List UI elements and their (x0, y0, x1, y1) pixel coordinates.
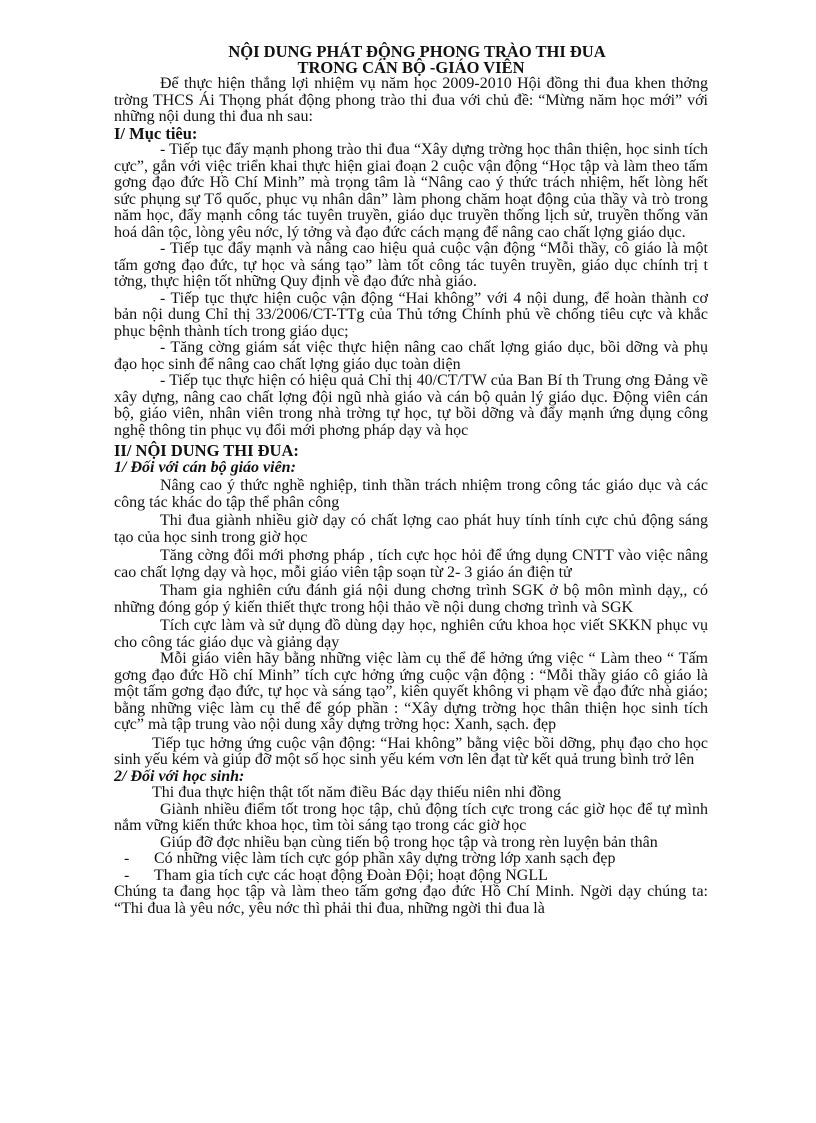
section-heading-content: II/ NỘI DUNG THI ĐUA: (114, 441, 299, 460)
teacher-item: Tăng cờng đổi mới phơng pháp , tích cực học hỏi để ứng dụng CNTT vào việc nâng cao chất lợng dạy và học, mỗi giáo viên tập soạn từ 2- 3 giáo án điện tử (114, 547, 708, 581)
bullet-dash: - (124, 866, 130, 884)
intro-paragraph: Để thực hiện thắng lợi nhiệm vụ năm học 2009-2010 Hội đồng thi đua khen thởng trờng THCS Ái Thọng phát động phong trào thi đua với chủ đề: “Mừng năm học mới” với những nội dung thi đua nh sau: (114, 75, 708, 125)
teacher-item: Thi đua giành nhiều giờ dạy có chất lợng cao phát huy tính tính cực chủ động sáng tạo của học sinh trong giờ học (114, 512, 708, 546)
teacher-item: Tiếp tục hởng ứng cuộc vận động: “Hai không” bằng việc bồi dỡng, phụ đạo cho học sinh yếu kém và giúp đỡ một số học sinh yếu kém vơn lên đạt từ kết quả trung bình trở lên (114, 734, 708, 768)
teacher-item: Tích cực làm và sử dụng đồ dùng dạy học, nghiên cứu khoa học viết SKKN phục vụ cho công tác giáo dục và giảng dạy (114, 617, 708, 651)
closing-paragraph: Chúng ta đang học tập và làm theo tấm gơng đạo đức Hồ Chí Minh. Ngời dạy chúng ta: “Thi đua là yêu nớc, yêu nớc thì phải thi đua, những ngời thi đua là (114, 883, 708, 917)
student-item: Giúp đỡ đợc nhiều bạn cùng tiến bộ trong học tập và trong rèn luyện bản thân (160, 833, 658, 851)
student-bullet (114, 868, 708, 885)
bullet-dash: - (124, 850, 130, 867)
student-bullet-text: Có những việc làm tích cực góp phần xây dựng trờng lớp xanh sạch đẹp (154, 850, 616, 867)
document-page (114, 44, 708, 917)
subsection-heading-teachers: 1/ Đối với cán bộ giáo viên: (114, 458, 296, 476)
student-bullet (114, 851, 708, 868)
subsection-heading-students: 2/ Đối với học sinh: (114, 767, 245, 785)
document-title-line-1: NỘI DUNG PHÁT ĐỘNG PHONG TRÀO THI ĐUA (228, 42, 606, 61)
goal-paragraph: - Tăng cờng giám sát việc thực hiện nâng cao chất lợng giáo dục, bồi dỡng và phụ đạo học sinh để nâng cao chất lợng giáo dục toàn diện (114, 339, 708, 373)
student-item: Giành nhiều điểm tốt trong học tập, chủ động tích cực trong các giờ học để tự mình nắm vững kiến thức khoa học, tìm tòi sáng tạo trong các giờ học (114, 800, 708, 834)
goal-paragraph: - Tiếp tục thực hiện cuộc vận động “Hai không” với 4 nội dung, để hoàn thành cơ bản nội dung Chỉ thị 33/2006/CT-TTg của Thủ tớng Chính phủ về chống tiêu cực và khắc phục bệnh thành tích trong giáo dục; (114, 289, 708, 340)
goal-paragraph: - Tiếp tục đẩy mạnh phong trào thi đua “Xây dựng trờng học thân thiện, học sinh tích cực”, gắn với việc triển khai thực hiện giai đoạn 2 cuộc vận động “Học tập và làm theo tấm gơng đạo đức Hồ Chí Minh” mà trọng tâm là “Nâng cao ý thức trách nhiệm, hết lòng hết sức phụng sự Tổ quốc, phục vụ nhân dân” làm phong chăm hoạt động của thầy và trò trong năm học, đẩy mạnh công tác tuyên truyền, giáo dục truyền thống lịch sử, truyền thống văn hoá dân tộc, lòng yêu nớc, lý tởng và đạo đức cách mạng để nâng cao chất lợng giáo dục. (114, 141, 708, 241)
section-heading-goals: I/ Mục tiêu: (114, 123, 198, 143)
teacher-item: Nâng cao ý thức nghề nghiệp, tinh thần trách nhiệm trong công tác giáo dục và các công tác khác do tập thể phân công (114, 477, 708, 511)
teacher-item: Tham gia nghiên cứu đánh giá nội dung chơng trình SGK ở bộ môn mình dạy,, có những đóng góp ý kiến thiết thực trong hội thảo về nội dung chơng trình và SGK (114, 582, 708, 616)
student-item: Thi đua thực hiện thật tốt năm điều Bác dạy thiếu niên nhi đồng (152, 784, 562, 801)
goal-paragraph: - Tiếp tục thực hiện có hiệu quả Chỉ thị 40/CT/TW của Ban Bí th Trung ơng Đảng về xây dựng, nâng cao chất lợng đội ngũ nhà giáo và cán bộ quản lý giáo dục. Động viên cán bộ, giáo viên, nhân viên trong nhà trờng tự học, tự bồi dỡng và đẩy mạnh ứng dụng công nghệ thông tin phục vụ đổi mới phơng pháp dạy và học (114, 372, 708, 439)
document-title-line-2: TRONG CÁN BỘ -GIÁO VIÊN (297, 58, 525, 77)
student-bullet-text: Tham gia tích cực các hoạt động Đoàn Đội; hoạt động NGLL (154, 866, 548, 884)
teacher-item: Mỗi giáo viên hãy bằng những việc làm cụ thể để hởng ứng việc “ Làm theo “ Tấm gơng đạo đức Hồ chí Minh” tích cực hởng ứng cuộc vận động : “Mỗi thầy giáo cô giáo là một tấm gơng đạo đức, tự học và sáng tạo”, kiên quyết không vi phạm về đạo đức nhà giáo; bằng những việc làm cụ thể để góp phần : “Xây dựng trờng học thân thiện học sinh tích cực” mà tập trung vào nội dung xây dựng trờng học: Xanh, sạch. đẹp (114, 650, 708, 733)
goal-paragraph: - Tiếp tục đẩy mạnh và nâng cao hiệu quả cuộc vận động “Mỗi thầy, cô giáo là một tấm gơng đạo đức, tự học và sáng tạo” làm tốt công tác tuyên truyền, giáo dục chính trị t tởng, thực hiện tốt những Quy định về đạo đức nhà giáo. (114, 240, 708, 290)
